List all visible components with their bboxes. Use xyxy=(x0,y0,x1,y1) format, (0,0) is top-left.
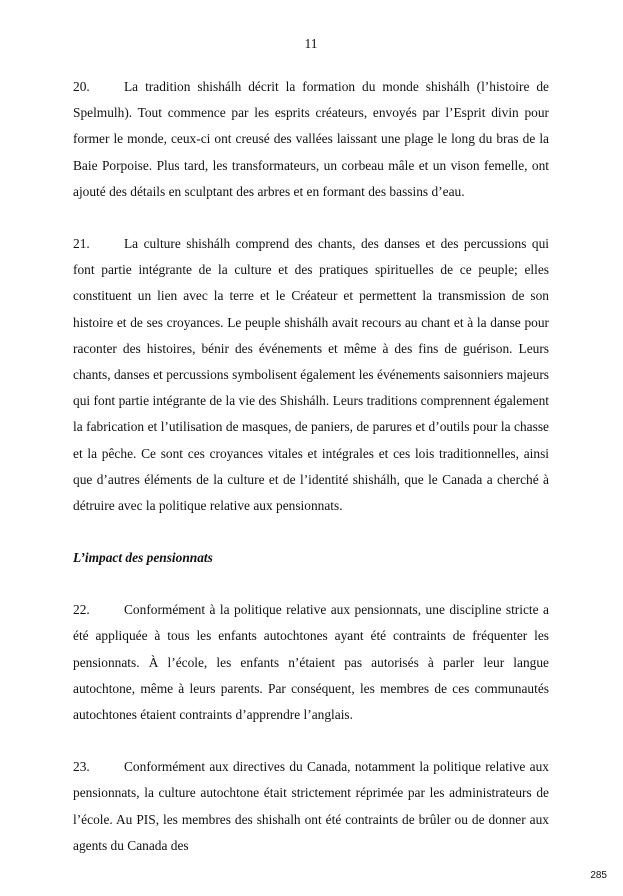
paragraph-text: La tradition shishálh décrit la formation du monde shishálh (l’histoire de Spelmulh). Tout commence par les esprits créateurs, envoyés par l’Esprit divin pour former le monde, ceux-ci ont creusé des vallées laissant une plage le long du bras de la Baie Porpoise. Plus tard, les transformateurs, un corbeau mâle et un vison femelle, ont ajouté des détails en sculptant des arbres et en formant des bassins d’eau. xyxy=(73,79,549,199)
paragraph-number: 20. xyxy=(73,79,90,94)
paragraph-number: 22. xyxy=(73,602,90,618)
paragraph-text: Conformément aux directives du Canada, notamment la politique relative aux pensionnats, la culture autochtone était strictement réprimée par les administrateurs de l’école. Au PIS, les membres des shishalh ont été contraints de brûler ou de donner aux agents du Canada des xyxy=(73,759,549,853)
paragraph-22 xyxy=(73,597,549,728)
document-body xyxy=(73,74,549,859)
paragraph-20 xyxy=(73,74,549,205)
paragraph-text: La culture shishálh comprend des chants, des danses et des percussions qui font partie intégrante de la culture et des pratiques spirituelles de ce peuple; elles constituent un lien avec la terre et le Créateur et permettent la transmission de son histoire et de ses croyances. Le peuple shishálh avait recours au chant et à la danse pour raconter des histoires, bénir des événements et même à des fins de guérison. Leurs chants, danses et percussions symbolisent également les événements saisonniers majeurs qui font partie intégrante de la vie des Shishálh. Leurs traditions comprennent également la fabrication et l’utilisation de masques, de paniers, de parures et d’outils pour la chasse et la pêche. Ce sont ces croyances vitales et intégrales et ces lois traditionnelles, ainsi que d’autres éléments de la culture et de l’identité shishálh, que le Canada a cherché à détruire avec la politique relative aux pensionnats. xyxy=(73,236,549,514)
paragraph-text: Conformément à la politique relative aux pensionnats, une discipline stricte a été appliquée à tous les enfants autochtones ayant été contraints de fréquenter les pensionnats. À l’école, les enfants n’étaient pas autorisés à parler leur langue autochtone, même à leurs parents. Par conséquent, les membres de ces communautés autochtones étaient contraints d’apprendre l’anglais. xyxy=(73,602,549,723)
document-page-number: 11 xyxy=(304,36,318,51)
section-heading: L’impact des pensionnats xyxy=(73,550,213,566)
paragraph-number: 21. xyxy=(73,236,90,252)
paragraph-21 xyxy=(73,231,549,519)
paragraph-number: 23. xyxy=(73,759,90,775)
footer-page-number: 285 xyxy=(590,870,607,882)
